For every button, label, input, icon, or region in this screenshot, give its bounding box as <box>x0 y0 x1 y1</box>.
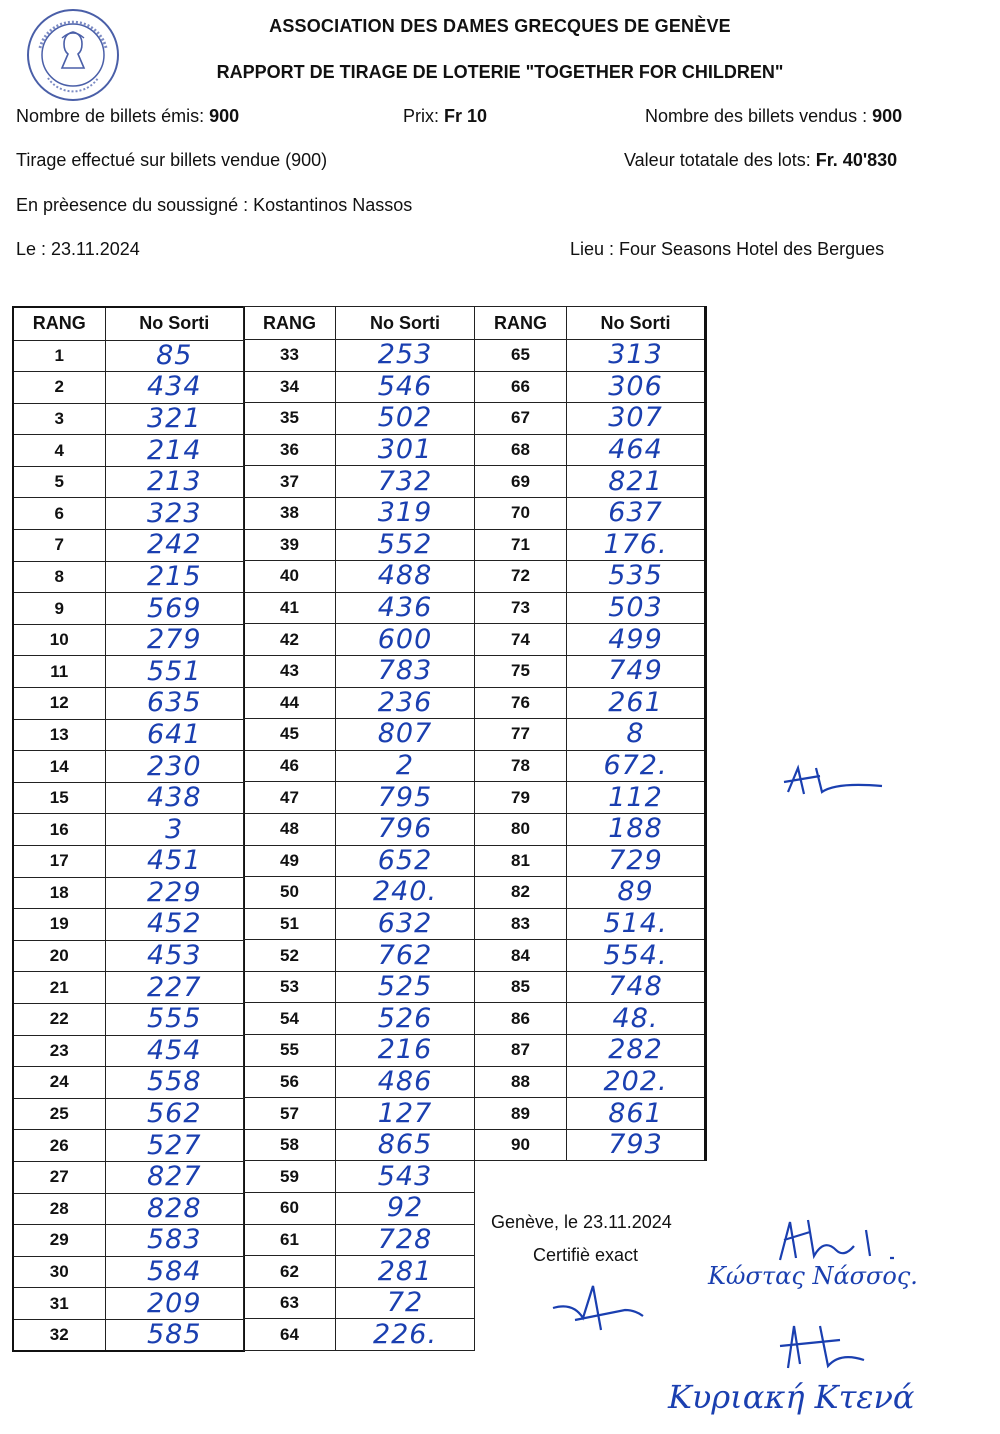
rank-cell: 8 <box>13 561 105 593</box>
results-table-col-1 <box>12 306 245 1352</box>
signature-name-1: Κώστας Νάσσος. <box>708 1262 918 1290</box>
rank-cell: 59 <box>244 1161 336 1193</box>
table-row <box>13 340 244 372</box>
drawn-number-cell: 453 <box>105 940 244 972</box>
drawn-number-cell: 436 <box>336 592 475 624</box>
drawn-number-cell: 454 <box>105 1035 244 1067</box>
rank-cell: 48 <box>244 813 336 845</box>
rank-cell: 24 <box>13 1067 105 1099</box>
rank-cell: 85 <box>475 971 567 1003</box>
table-row <box>475 655 706 687</box>
drawn-number-cell: 240. <box>336 877 475 909</box>
drawn-number-cell: 321 <box>105 403 244 435</box>
drawn-number-cell: 762 <box>336 940 475 972</box>
drawn-number-cell: 795 <box>336 782 475 814</box>
rank-cell: 74 <box>475 624 567 656</box>
rank-cell: 78 <box>475 750 567 782</box>
table-row <box>475 908 706 940</box>
table-row <box>475 877 706 909</box>
table-row <box>475 624 706 656</box>
rank-cell: 30 <box>13 1256 105 1288</box>
drawn-number-cell: 85 <box>105 340 244 372</box>
header-number: No Sorti <box>105 307 244 340</box>
drawn-number-cell: 637 <box>567 497 706 529</box>
table-row <box>475 592 706 624</box>
rank-cell: 18 <box>13 877 105 909</box>
rank-cell: 49 <box>244 845 336 877</box>
table-row <box>13 751 244 783</box>
rank-cell: 32 <box>13 1319 105 1351</box>
association-title: ASSOCIATION DES DAMES GRECQUES DE GENÈVE <box>269 16 731 36</box>
table-row <box>13 1288 244 1320</box>
drawn-number-cell: 652 <box>336 845 475 877</box>
table-row <box>475 561 706 593</box>
drawn-number-cell: 499 <box>567 624 706 656</box>
rank-cell: 28 <box>13 1193 105 1225</box>
drawn-number-cell: 672. <box>567 750 706 782</box>
results-table-col-3 <box>474 306 707 1161</box>
rank-cell: 16 <box>13 814 105 846</box>
drawn-number-cell: 502 <box>336 403 475 435</box>
drawn-number-cell: 319 <box>336 497 475 529</box>
table-row <box>13 688 244 720</box>
header-rank: RANG <box>13 307 105 340</box>
rank-cell: 47 <box>244 782 336 814</box>
table-row <box>13 498 244 530</box>
drawn-number-cell: 452 <box>105 909 244 941</box>
table-row <box>13 782 244 814</box>
rank-cell: 43 <box>244 655 336 687</box>
table-row <box>244 719 475 751</box>
drawn-number-cell: 600 <box>336 624 475 656</box>
rank-cell: 31 <box>13 1288 105 1320</box>
signature-name-2: Κυριακή Κτενά <box>668 1378 915 1416</box>
rank-cell: 3 <box>13 403 105 435</box>
table-row <box>475 940 706 972</box>
drawn-number-cell: 434 <box>105 372 244 404</box>
drawn-number-cell: 569 <box>105 593 244 625</box>
drawn-number-cell: 112 <box>567 782 706 814</box>
drawn-number-cell: 828 <box>105 1193 244 1225</box>
table-row <box>244 813 475 845</box>
draw-place: Lieu : Four Seasons Hotel des Bergues <box>570 239 885 259</box>
table-row <box>13 972 244 1004</box>
rank-cell: 14 <box>13 751 105 783</box>
rank-cell: 80 <box>475 813 567 845</box>
rank-cell: 2 <box>13 372 105 404</box>
rank-cell: 55 <box>244 1035 336 1067</box>
drawn-number-cell: 552 <box>336 529 475 561</box>
drawn-number-cell: 527 <box>105 1130 244 1162</box>
table-row <box>475 782 706 814</box>
table-row <box>244 1161 475 1193</box>
table-row <box>244 1003 475 1035</box>
drawn-number-cell: 748 <box>567 971 706 1003</box>
rank-cell: 86 <box>475 1003 567 1035</box>
table-row <box>244 845 475 877</box>
drawn-number-cell: 301 <box>336 434 475 466</box>
drawn-number-cell: 732 <box>336 466 475 498</box>
drawn-number-cell: 554. <box>567 940 706 972</box>
table-row <box>475 1066 706 1098</box>
drawn-number-cell: 48. <box>567 1003 706 1035</box>
table-row <box>244 434 475 466</box>
drawn-number-cell: 503 <box>567 592 706 624</box>
table-row <box>13 814 244 846</box>
table-row <box>244 561 475 593</box>
table-row <box>244 1066 475 1098</box>
drawn-number-cell: 827 <box>105 1161 244 1193</box>
rank-cell: 64 <box>244 1319 336 1351</box>
table-row <box>475 1098 706 1130</box>
rank-cell: 29 <box>13 1225 105 1257</box>
drawn-number-cell: 323 <box>105 498 244 530</box>
table-row <box>13 1193 244 1225</box>
rank-cell: 15 <box>13 782 105 814</box>
drawn-number-cell: 226. <box>336 1319 475 1351</box>
drawn-number-cell: 213 <box>105 466 244 498</box>
table-row <box>244 687 475 719</box>
drawn-number-cell: 796 <box>336 813 475 845</box>
rank-cell: 70 <box>475 497 567 529</box>
drawn-number-cell: 230 <box>105 751 244 783</box>
drawn-number-cell: 488 <box>336 561 475 593</box>
rank-cell: 58 <box>244 1129 336 1161</box>
rank-cell: 46 <box>244 750 336 782</box>
drawn-number-cell: 783 <box>336 655 475 687</box>
drawn-number-cell: 861 <box>567 1098 706 1130</box>
rank-cell: 79 <box>475 782 567 814</box>
rank-cell: 7 <box>13 530 105 562</box>
table-row <box>475 466 706 498</box>
table-row <box>13 435 244 467</box>
drawn-number-cell: 92 <box>336 1193 475 1225</box>
drawn-number-cell: 236 <box>336 687 475 719</box>
rank-cell: 61 <box>244 1224 336 1256</box>
drawn-number-cell: 749 <box>567 655 706 687</box>
table-row <box>475 434 706 466</box>
rank-cell: 20 <box>13 940 105 972</box>
rank-cell: 89 <box>475 1098 567 1130</box>
table-row <box>475 1003 706 1035</box>
table-row <box>13 909 244 941</box>
drawn-number-cell: 585 <box>105 1319 244 1351</box>
rank-cell: 65 <box>475 340 567 372</box>
drawn-number-cell: 242 <box>105 530 244 562</box>
rank-cell: 40 <box>244 561 336 593</box>
rank-cell: 87 <box>475 1035 567 1067</box>
table-row <box>244 1256 475 1288</box>
rank-cell: 27 <box>13 1161 105 1193</box>
signature-scribble-2 <box>545 1280 655 1340</box>
table-row <box>13 561 244 593</box>
drawn-number-cell: 72 <box>336 1287 475 1319</box>
table-row <box>244 1224 475 1256</box>
rank-cell: 68 <box>475 434 567 466</box>
drawn-number-cell: 188 <box>567 813 706 845</box>
rank-cell: 45 <box>244 719 336 751</box>
table-row <box>244 971 475 1003</box>
drawn-number-cell: 279 <box>105 624 244 656</box>
rank-cell: 41 <box>244 592 336 624</box>
header-number: No Sorti <box>567 307 706 340</box>
table-row <box>244 1129 475 1161</box>
drawn-number-cell: 214 <box>105 435 244 467</box>
drawn-number-cell: 551 <box>105 656 244 688</box>
table-row <box>244 1035 475 1067</box>
table-row <box>475 813 706 845</box>
rank-cell: 83 <box>475 908 567 940</box>
drawn-number-cell: 209 <box>105 1288 244 1320</box>
table-row <box>475 750 706 782</box>
table-row <box>13 1319 244 1351</box>
rank-cell: 13 <box>13 719 105 751</box>
table-row <box>475 845 706 877</box>
drawn-number-cell: 89 <box>567 877 706 909</box>
report-title: RAPPORT DE TIRAGE DE LOTERIE "TOGETHER FOR CHILDREN" <box>216 62 784 82</box>
rank-cell: 36 <box>244 434 336 466</box>
table-row <box>244 466 475 498</box>
table-row <box>244 1287 475 1319</box>
signature-scribble-3 <box>770 1318 880 1378</box>
drawn-number-cell: 558 <box>105 1067 244 1099</box>
rank-cell: 62 <box>244 1256 336 1288</box>
rank-cell: 19 <box>13 909 105 941</box>
table-row <box>13 530 244 562</box>
drawn-number-cell: 486 <box>336 1066 475 1098</box>
tickets-sold: Nombre des billets vendus : 900 <box>645 106 903 126</box>
rank-cell: 22 <box>13 1003 105 1035</box>
drawn-number-cell: 3 <box>105 814 244 846</box>
table-row <box>244 371 475 403</box>
drawn-number-cell: 229 <box>105 877 244 909</box>
table-row <box>13 940 244 972</box>
rank-cell: 60 <box>244 1193 336 1225</box>
table-row <box>13 593 244 625</box>
table-row <box>244 340 475 372</box>
drawn-number-cell: 526 <box>336 1003 475 1035</box>
table-row <box>475 687 706 719</box>
rank-cell: 42 <box>244 624 336 656</box>
table-row <box>13 1035 244 1067</box>
drawn-number-cell: 261 <box>567 687 706 719</box>
drawn-number-cell: 307 <box>567 403 706 435</box>
rank-cell: 63 <box>244 1287 336 1319</box>
draw-basis: Tirage effectué sur billets vendue (900) <box>16 150 328 170</box>
rank-cell: 66 <box>475 371 567 403</box>
total-lots-value: Valeur totatale des lots: Fr. 40'830 <box>624 150 898 170</box>
table-row <box>244 908 475 940</box>
rank-cell: 50 <box>244 877 336 909</box>
ticket-price: Prix: Fr 10 <box>403 106 488 126</box>
table-row <box>475 1129 706 1161</box>
rank-cell: 25 <box>13 1098 105 1130</box>
rank-cell: 26 <box>13 1130 105 1162</box>
signature-scribble-row-78 <box>780 762 890 802</box>
header-number: No Sorti <box>336 307 475 340</box>
rank-cell: 10 <box>13 624 105 656</box>
rank-cell: 6 <box>13 498 105 530</box>
drawn-number-cell: 865 <box>336 1129 475 1161</box>
rank-cell: 53 <box>244 971 336 1003</box>
rank-cell: 90 <box>475 1129 567 1161</box>
footer-place-date: Genève, le 23.11.2024 <box>491 1212 672 1232</box>
table-row <box>475 340 706 372</box>
rank-cell: 67 <box>475 403 567 435</box>
rank-cell: 73 <box>475 592 567 624</box>
table-row <box>13 1161 244 1193</box>
drawn-number-cell: 216 <box>336 1035 475 1067</box>
drawn-number-cell: 543 <box>336 1161 475 1193</box>
table-row <box>13 624 244 656</box>
rank-cell: 77 <box>475 719 567 751</box>
drawn-number-cell: 584 <box>105 1256 244 1288</box>
rank-cell: 33 <box>244 340 336 372</box>
tickets-issued: Nombre de billets émis: 900 <box>16 106 240 126</box>
rank-cell: 9 <box>13 593 105 625</box>
table-row <box>475 403 706 435</box>
presence-line: En prèesence du soussigné : Kostantinos Nassos <box>16 195 413 215</box>
rank-cell: 17 <box>13 846 105 878</box>
header-rank: RANG <box>475 307 567 340</box>
drawn-number-cell: 253 <box>336 340 475 372</box>
rank-cell: 54 <box>244 1003 336 1035</box>
table-row <box>13 1098 244 1130</box>
drawn-number-cell: 227 <box>105 972 244 1004</box>
table-row <box>244 1098 475 1130</box>
drawn-number-cell: 2 <box>336 750 475 782</box>
table-row <box>13 656 244 688</box>
drawn-number-cell: 525 <box>336 971 475 1003</box>
drawn-number-cell: 8 <box>567 719 706 751</box>
rank-cell: 37 <box>244 466 336 498</box>
table-row <box>244 750 475 782</box>
drawn-number-cell: 821 <box>567 466 706 498</box>
table-row <box>244 529 475 561</box>
table-row <box>13 846 244 878</box>
drawn-number-cell: 438 <box>105 782 244 814</box>
certified-exact: Certifiè exact <box>533 1245 639 1265</box>
table-row <box>244 877 475 909</box>
draw-date: Le : 23.11.2024 <box>16 239 140 259</box>
drawn-number-cell: 583 <box>105 1225 244 1257</box>
drawn-number-cell: 807 <box>336 719 475 751</box>
table-row <box>475 497 706 529</box>
rank-cell: 75 <box>475 655 567 687</box>
header-rank: RANG <box>244 307 336 340</box>
drawn-number-cell: 514. <box>567 908 706 940</box>
table-row <box>13 719 244 751</box>
table-row <box>13 1003 244 1035</box>
drawn-number-cell: 635 <box>105 688 244 720</box>
table-row <box>244 497 475 529</box>
table-row <box>475 1035 706 1067</box>
drawn-number-cell: 641 <box>105 719 244 751</box>
table-row <box>244 403 475 435</box>
signature-scribble-1 <box>770 1210 920 1270</box>
table-row <box>475 529 706 561</box>
rank-cell: 69 <box>475 466 567 498</box>
drawn-number-cell: 546 <box>336 371 475 403</box>
table-row <box>13 877 244 909</box>
table-row <box>244 940 475 972</box>
table-row <box>244 655 475 687</box>
drawn-number-cell: 555 <box>105 1003 244 1035</box>
rank-cell: 52 <box>244 940 336 972</box>
rank-cell: 44 <box>244 687 336 719</box>
rank-cell: 72 <box>475 561 567 593</box>
drawn-number-cell: 313 <box>567 340 706 372</box>
drawn-number-cell: 127 <box>336 1098 475 1130</box>
drawn-number-cell: 728 <box>336 1224 475 1256</box>
drawn-number-cell: 464 <box>567 434 706 466</box>
table-row <box>244 1319 475 1351</box>
drawn-number-cell: 306 <box>567 371 706 403</box>
results-table-col-2 <box>243 306 475 1351</box>
drawn-number-cell: 282 <box>567 1035 706 1067</box>
table-row <box>244 592 475 624</box>
table-row <box>475 371 706 403</box>
rank-cell: 84 <box>475 940 567 972</box>
drawn-number-cell: 281 <box>336 1256 475 1288</box>
table-row <box>13 372 244 404</box>
table-row <box>13 1130 244 1162</box>
rank-cell: 21 <box>13 972 105 1004</box>
rank-cell: 51 <box>244 908 336 940</box>
table-row <box>475 971 706 1003</box>
rank-cell: 11 <box>13 656 105 688</box>
rank-cell: 12 <box>13 688 105 720</box>
rank-cell: 34 <box>244 371 336 403</box>
table-row <box>13 1225 244 1257</box>
rank-cell: 5 <box>13 466 105 498</box>
table-row <box>244 782 475 814</box>
rank-cell: 82 <box>475 877 567 909</box>
rank-cell: 76 <box>475 687 567 719</box>
table-row <box>475 719 706 751</box>
rank-cell: 35 <box>244 403 336 435</box>
drawn-number-cell: 451 <box>105 846 244 878</box>
table-row <box>244 624 475 656</box>
rank-cell: 4 <box>13 435 105 467</box>
rank-cell: 57 <box>244 1098 336 1130</box>
table-row <box>244 1193 475 1225</box>
rank-cell: 88 <box>475 1066 567 1098</box>
rank-cell: 1 <box>13 340 105 372</box>
drawn-number-cell: 202. <box>567 1066 706 1098</box>
rank-cell: 38 <box>244 497 336 529</box>
table-row <box>13 403 244 435</box>
rank-cell: 39 <box>244 529 336 561</box>
table-row <box>13 1256 244 1288</box>
rank-cell: 71 <box>475 529 567 561</box>
rank-cell: 81 <box>475 845 567 877</box>
table-row <box>13 466 244 498</box>
drawn-number-cell: 562 <box>105 1098 244 1130</box>
drawn-number-cell: 215 <box>105 561 244 593</box>
drawn-number-cell: 793 <box>567 1129 706 1161</box>
drawn-number-cell: 729 <box>567 845 706 877</box>
drawn-number-cell: 535 <box>567 561 706 593</box>
drawn-number-cell: 176. <box>567 529 706 561</box>
table-row <box>13 1067 244 1099</box>
drawn-number-cell: 632 <box>336 908 475 940</box>
rank-cell: 23 <box>13 1035 105 1067</box>
rank-cell: 56 <box>244 1066 336 1098</box>
